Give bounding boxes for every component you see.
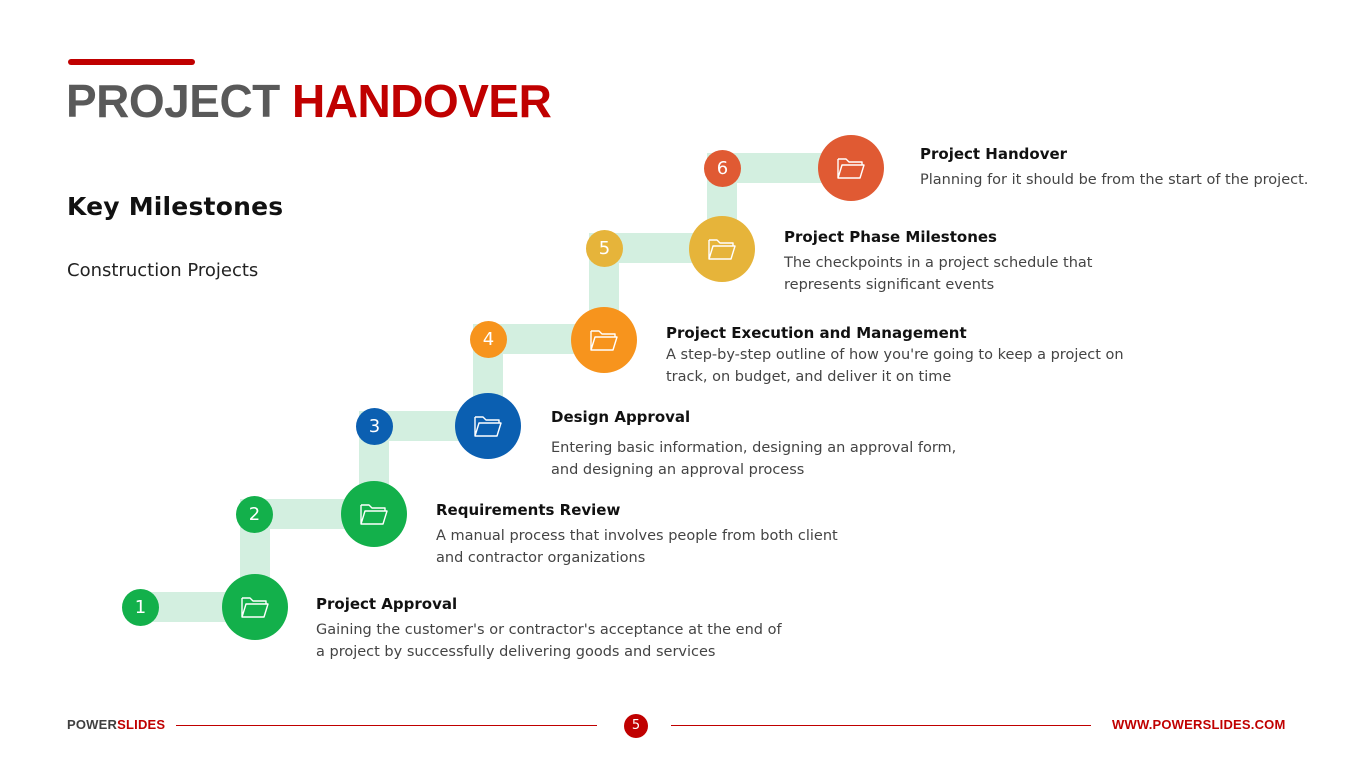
milestone-5-circle xyxy=(689,216,755,282)
milestone-5 xyxy=(784,228,1174,296)
step-number-4: 4 xyxy=(470,321,507,358)
milestone-4-circle xyxy=(571,307,637,373)
milestone-3 xyxy=(551,408,971,481)
step-number-6: 6 xyxy=(704,150,741,187)
milestone-2 xyxy=(436,501,866,569)
milestone-3-title: Design Approval xyxy=(551,408,691,426)
milestone-1 xyxy=(316,595,786,663)
milestone-2-description: A manual process that involves people from both client and contractor organizations xyxy=(436,528,838,566)
milestone-5-description: The checkpoints in a project schedule that represents significant events xyxy=(784,255,1093,293)
milestone-1-title: Project Approval xyxy=(316,595,458,613)
folder-icon xyxy=(836,155,866,181)
milestone-4-title: Project Execution and Management xyxy=(666,324,967,342)
folder-icon xyxy=(473,413,503,439)
step-number-3: 3 xyxy=(356,408,393,445)
step-number-2: 2 xyxy=(236,496,273,533)
folder-icon xyxy=(589,327,619,353)
milestone-3-description: Entering basic information, designing an approval form, and designing an approval process xyxy=(551,440,957,478)
milestone-4 xyxy=(666,324,1166,388)
milestone-2-title: Requirements Review xyxy=(436,501,621,519)
milestone-1-circle xyxy=(222,574,288,640)
footer-brand xyxy=(67,717,165,732)
page-title-part2: HANDOVER xyxy=(292,75,552,127)
milestone-5-title: Project Phase Milestones xyxy=(784,228,997,246)
folder-icon xyxy=(707,236,737,262)
milestone-2-circle xyxy=(341,481,407,547)
milestone-6-description: Planning for it should be from the start of the project. xyxy=(920,172,1309,188)
footer-divider-right xyxy=(671,725,1091,726)
page-title-part1: PROJECT xyxy=(66,75,280,127)
milestone-3-circle xyxy=(455,393,521,459)
footer-url[interactable]: WWW.POWERSLIDES.COM xyxy=(1112,717,1286,732)
step-number-5: 5 xyxy=(586,230,623,267)
section-title: Key Milestones xyxy=(67,192,284,221)
page-number: 5 xyxy=(624,714,648,738)
milestone-6-circle xyxy=(818,135,884,201)
milestone-6-title: Project Handover xyxy=(920,145,1068,163)
section-subtitle: Construction Projects xyxy=(67,260,259,281)
footer-divider-left xyxy=(176,725,597,726)
milestone-6 xyxy=(920,145,1340,191)
folder-icon xyxy=(240,594,270,620)
footer-brand-part1: POWER xyxy=(67,717,118,732)
milestone-4-description: A step-by-step outline of how you're going to keep a project on track, on budget, and deliver it on time xyxy=(666,347,1124,385)
milestone-1-description: Gaining the customer's or contractor's acceptance at the end of a project by successfully delivering goods and services xyxy=(316,622,782,660)
footer-brand-part2: SLIDES xyxy=(117,717,166,732)
step-number-1: 1 xyxy=(122,589,159,626)
folder-icon xyxy=(359,501,389,527)
